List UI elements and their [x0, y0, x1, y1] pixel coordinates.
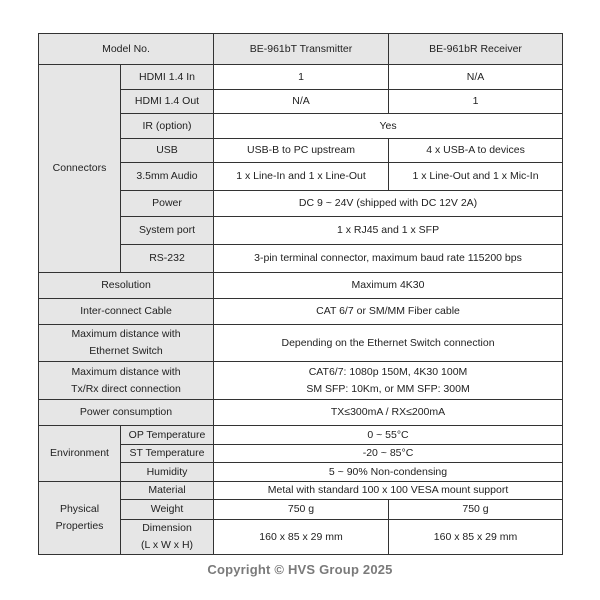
rs232-value: 3-pin terminal connector, maximum baud rate 115200 bps	[214, 245, 563, 273]
hdmi-in-tx: 1	[214, 65, 389, 90]
hdmi-in-label: HDMI 1.4 In	[121, 65, 214, 90]
model-no-header: Model No.	[39, 34, 214, 65]
max-direct-value-line1: CAT6/7: 1080p 150M, 4K30 100M	[308, 365, 468, 378]
weight-rx: 750 g	[389, 500, 563, 520]
power-consumption-value: TX≤300mA / RX≤200mA	[214, 400, 563, 426]
st-temp-value: -20 ~ 85°C	[214, 445, 563, 463]
max-direct-value	[214, 362, 563, 400]
max-direct-row	[39, 362, 563, 400]
usb-label: USB	[121, 139, 214, 163]
max-direct-label	[39, 362, 214, 400]
power-consumption-label: Power consumption	[39, 400, 214, 426]
max-switch-value: Depending on the Ethernet Switch connection	[214, 325, 563, 362]
material-label: Material	[121, 482, 214, 500]
connectors-label: Connectors	[39, 65, 121, 273]
resolution-label: Resolution	[39, 273, 214, 299]
dimension-label	[121, 520, 214, 555]
cable-row	[39, 299, 563, 325]
cable-label: Inter-connect Cable	[39, 299, 214, 325]
physical-label-line2: Properties	[55, 520, 104, 532]
system-port-value: 1 x RJ45 and 1 x SFP	[214, 217, 563, 245]
material-row	[39, 482, 563, 500]
hdmi-out-rx: 1	[389, 90, 563, 114]
spec-table	[38, 33, 563, 555]
ir-label: IR (option)	[121, 114, 214, 139]
max-direct-label-line1: Maximum distance with	[71, 365, 181, 378]
rs232-label: RS-232	[121, 245, 214, 273]
max-direct-label-line2: Tx/Rx direct connection	[71, 382, 181, 395]
physical-label-line1: Physical	[59, 503, 100, 515]
resolution-value: Maximum 4K30	[214, 273, 563, 299]
audio-tx: 1 x Line-In and 1 x Line-Out	[214, 163, 389, 191]
power-consumption-row	[39, 400, 563, 426]
copyright-footer: Copyright © HVS Group 2025	[207, 562, 393, 577]
weight-tx: 750 g	[214, 500, 389, 520]
max-switch-label-line1: Maximum distance with	[71, 328, 181, 340]
audio-label: 3.5mm Audio	[121, 163, 214, 191]
max-direct-value-line2: SM SFP: 10Km, or MM SFP: 300M	[306, 382, 470, 395]
cable-value: CAT 6/7 or SM/MM Fiber cable	[214, 299, 563, 325]
transmitter-header: BE-961bT Transmitter	[214, 34, 389, 65]
usb-tx: USB-B to PC upstream	[214, 139, 389, 163]
st-temp-label: ST Temperature	[121, 445, 214, 463]
dimension-label-line1: Dimension	[142, 522, 192, 534]
hdmi-in-row	[39, 65, 563, 90]
humidity-value: 5 ~ 90% Non-condensing	[214, 463, 563, 482]
dimension-label-line2: (L x W x H)	[140, 539, 194, 551]
dimension-rx: 160 x 85 x 29 mm	[389, 520, 563, 555]
resolution-row	[39, 273, 563, 299]
receiver-header: BE-961bR Receiver	[389, 34, 563, 65]
max-switch-row	[39, 325, 563, 362]
header-row	[39, 34, 563, 65]
power-label: Power	[121, 191, 214, 217]
audio-rx: 1 x Line-Out and 1 x Mic-In	[389, 163, 563, 191]
weight-label: Weight	[121, 500, 214, 520]
op-temp-label: OP Temperature	[121, 426, 214, 445]
usb-rx: 4 x USB-A to devices	[389, 139, 563, 163]
physical-label	[39, 482, 121, 555]
hdmi-in-rx: N/A	[389, 65, 563, 90]
hdmi-out-label: HDMI 1.4 Out	[121, 90, 214, 114]
dimension-tx: 160 x 85 x 29 mm	[214, 520, 389, 555]
humidity-label: Humidity	[121, 463, 214, 482]
power-value: DC 9 ~ 24V (shipped with DC 12V 2A)	[214, 191, 563, 217]
environment-label: Environment	[39, 426, 121, 482]
max-switch-label	[39, 325, 214, 362]
hdmi-out-tx: N/A	[214, 90, 389, 114]
system-port-label: System port	[121, 217, 214, 245]
op-temp-value: 0 ~ 55°C	[214, 426, 563, 445]
op-temp-row	[39, 426, 563, 445]
material-value: Metal with standard 100 x 100 VESA mount support	[214, 482, 563, 500]
ir-value: Yes	[214, 114, 563, 139]
max-switch-label-line2: Ethernet Switch	[89, 345, 163, 357]
